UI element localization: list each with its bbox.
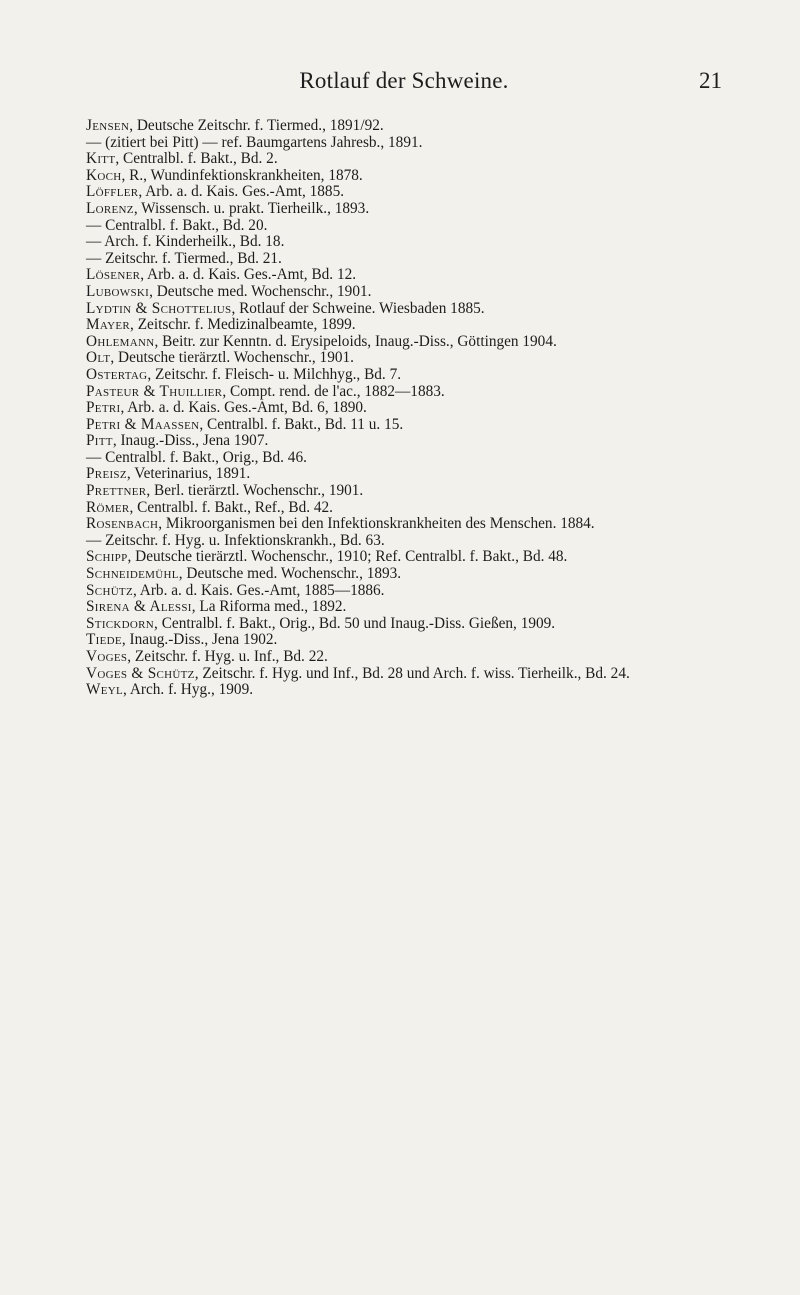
reference-entry: [86, 251, 722, 268]
reference-entry: [86, 599, 722, 616]
reference-author: Weyl: [86, 681, 124, 699]
reference-entry: [86, 500, 722, 517]
reference-author: Pasteur & Thuillier: [86, 382, 223, 400]
reference-entry: [86, 234, 722, 251]
reference-author: Koch: [86, 166, 122, 184]
reference-entry: [86, 201, 722, 218]
reference-author: Schütz: [86, 581, 133, 599]
reference-entry: [86, 135, 722, 152]
reference-text: , Arch. f. Hyg., 1909.: [123, 681, 254, 699]
reference-text: , Berl. tierärztl. Wochenschr., 1901.: [146, 482, 364, 500]
reference-text: , Inaug.-Diss., Jena 1902.: [121, 631, 278, 649]
reference-author: Lösener: [86, 266, 141, 284]
reference-author: Lydtin & Schottelius: [86, 299, 232, 317]
reference-entry: [86, 466, 722, 483]
reference-entry: [86, 666, 722, 683]
reference-text: , Arb. a. d. Kais. Ges.-Amt, 1885.: [138, 183, 345, 201]
page-header: [86, 68, 722, 98]
reference-author: Pitt: [86, 432, 113, 450]
reference-text: , Centralbl. f. Bakt., Orig., Bd. 50 und Inaug.-Diss. Gießen, 1909.: [154, 614, 556, 632]
reference-text: , Deutsche med. Wochenschr., 1893.: [178, 565, 402, 583]
reference-text: — (zitiert bei Pitt) — ref. Baumgartens Jahresb., 1891.: [86, 133, 423, 151]
reference-text: — Centralbl. f. Bakt., Orig., Bd. 46.: [86, 448, 307, 466]
reference-text: , Deutsche tierärztl. Wochenschr., 1910; Ref. Centralbl. f. Bakt., Bd. 48.: [127, 548, 568, 566]
reference-entry: [86, 118, 722, 135]
reference-entry: [86, 583, 722, 600]
reference-text: , La Riforma med., 1892.: [191, 598, 347, 616]
reference-entry: [86, 350, 722, 367]
reference-entry: [86, 433, 722, 450]
reference-entry: [86, 649, 722, 666]
reference-text: , Arb. a. d. Kais. Ges.-Amt, Bd. 6, 1890.: [120, 399, 367, 417]
reference-text: , Deutsche med. Wochenschr., 1901.: [149, 282, 372, 300]
reference-entry: [86, 334, 722, 351]
reference-text: , Rotlauf der Schweine. Wiesbaden 1885.: [231, 299, 485, 317]
reference-entry: [86, 400, 722, 417]
reference-entry: [86, 616, 722, 633]
reference-author: Ohlemann: [86, 332, 155, 350]
reference-author: Schipp: [86, 548, 128, 566]
reference-author: Rosenbach: [86, 515, 159, 533]
reference-entry: [86, 682, 722, 699]
reference-author: Lorenz: [86, 199, 134, 217]
reference-entry: [86, 566, 722, 583]
reference-author: Stickdorn: [86, 614, 155, 632]
reference-author: Schneidemühl: [86, 565, 179, 583]
reference-entry: [86, 301, 722, 318]
reference-text: , Inaug.-Diss., Jena 1907.: [112, 432, 269, 450]
reference-entry: [86, 417, 722, 434]
reference-text: , R., Wundinfektionskrankheiten, 1878.: [121, 166, 363, 184]
reference-text: , Zeitschr. f. Hyg. und Inf., Bd. 28 und Arch. f. wiss. Tierheilk., Bd. 24.: [194, 664, 630, 682]
reference-list: [86, 118, 722, 699]
reference-entry: [86, 168, 722, 185]
reference-text: — Arch. f. Kinderheilk., Bd. 18.: [86, 233, 285, 251]
reference-author: Mayer: [86, 316, 131, 334]
reference-text: , Deutsche tierärztl. Wochenschr., 1901.: [110, 349, 354, 367]
reference-entry: [86, 184, 722, 201]
running-title: Rotlauf der Schweine.: [299, 68, 509, 93]
reference-entry: [86, 384, 722, 401]
reference-text: , Mikroorganismen bei den Infektionskrankheiten des Menschen. 1884.: [158, 515, 595, 533]
reference-entry: [86, 151, 722, 168]
reference-text: , Zeitschr. f. Medizinalbeamte, 1899.: [130, 316, 356, 334]
reference-text: , Centralbl. f. Bakt., Ref., Bd. 42.: [129, 498, 333, 516]
reference-text: , Wissensch. u. prakt. Tierheilk., 1893.: [133, 199, 370, 217]
reference-entry: [86, 284, 722, 301]
reference-text: , Arb. a. d. Kais. Ges.-Amt, Bd. 12.: [140, 266, 357, 284]
reference-author: Tiede: [86, 631, 122, 649]
reference-text: — Zeitschr. f. Hyg. u. Infektionskrankh., Bd. 63.: [86, 531, 385, 549]
reference-author: Jensen: [86, 117, 130, 134]
reference-text: , Arb. a. d. Kais. Ges.-Amt, 1885—1886.: [132, 581, 385, 599]
reference-text: — Centralbl. f. Bakt., Bd. 20.: [86, 216, 268, 234]
reference-author: Römer: [86, 498, 130, 516]
reference-text: , Veterinarius, 1891.: [126, 465, 251, 483]
reference-entry: [86, 533, 722, 550]
reference-entry: [86, 483, 722, 500]
reference-author: Voges: [86, 648, 128, 665]
reference-text: , Deutsche Zeitschr. f. Tiermed., 1891/92.: [129, 117, 384, 134]
reference-author: Sirena & Alessi: [86, 598, 192, 616]
reference-text: , Centralbl. f. Bakt., Bd. 11 u. 15.: [199, 415, 404, 433]
reference-author: Petri & Maassen: [86, 415, 200, 433]
reference-author: Petri: [86, 399, 121, 417]
reference-entry: [86, 632, 722, 649]
reference-author: Olt: [86, 349, 111, 367]
reference-text: , Zeitschr. f. Fleisch- u. Milchhyg., Bd. 7.: [147, 365, 402, 383]
reference-text: , Zeitschr. f. Hyg. u. Inf., Bd. 22.: [127, 648, 328, 665]
reference-author: Preisz: [86, 465, 127, 483]
reference-entry: [86, 367, 722, 384]
reference-text: — Zeitschr. f. Tiermed., Bd. 21.: [86, 249, 282, 267]
reference-entry: [86, 450, 722, 467]
reference-text: , Centralbl. f. Bakt., Bd. 2.: [115, 150, 278, 168]
reference-text: , Beitr. zur Kenntn. d. Erysipeloids, Inaug.-Diss., Göttingen 1904.: [154, 332, 557, 350]
reference-author: Löffler: [86, 183, 139, 201]
reference-entry: [86, 317, 722, 334]
reference-author: Lubowski: [86, 282, 150, 300]
reference-author: Kitt: [86, 150, 116, 168]
reference-entry: [86, 218, 722, 235]
reference-entry: [86, 549, 722, 566]
page-number: 21: [699, 68, 722, 93]
reference-entry: [86, 267, 722, 284]
reference-text: , Compt. rend. de l'ac., 1882—1883.: [222, 382, 445, 400]
reference-entry: [86, 516, 722, 533]
reference-author: Ostertag: [86, 365, 148, 383]
reference-author: Prettner: [86, 482, 147, 500]
reference-author: Voges & Schütz: [86, 664, 195, 682]
